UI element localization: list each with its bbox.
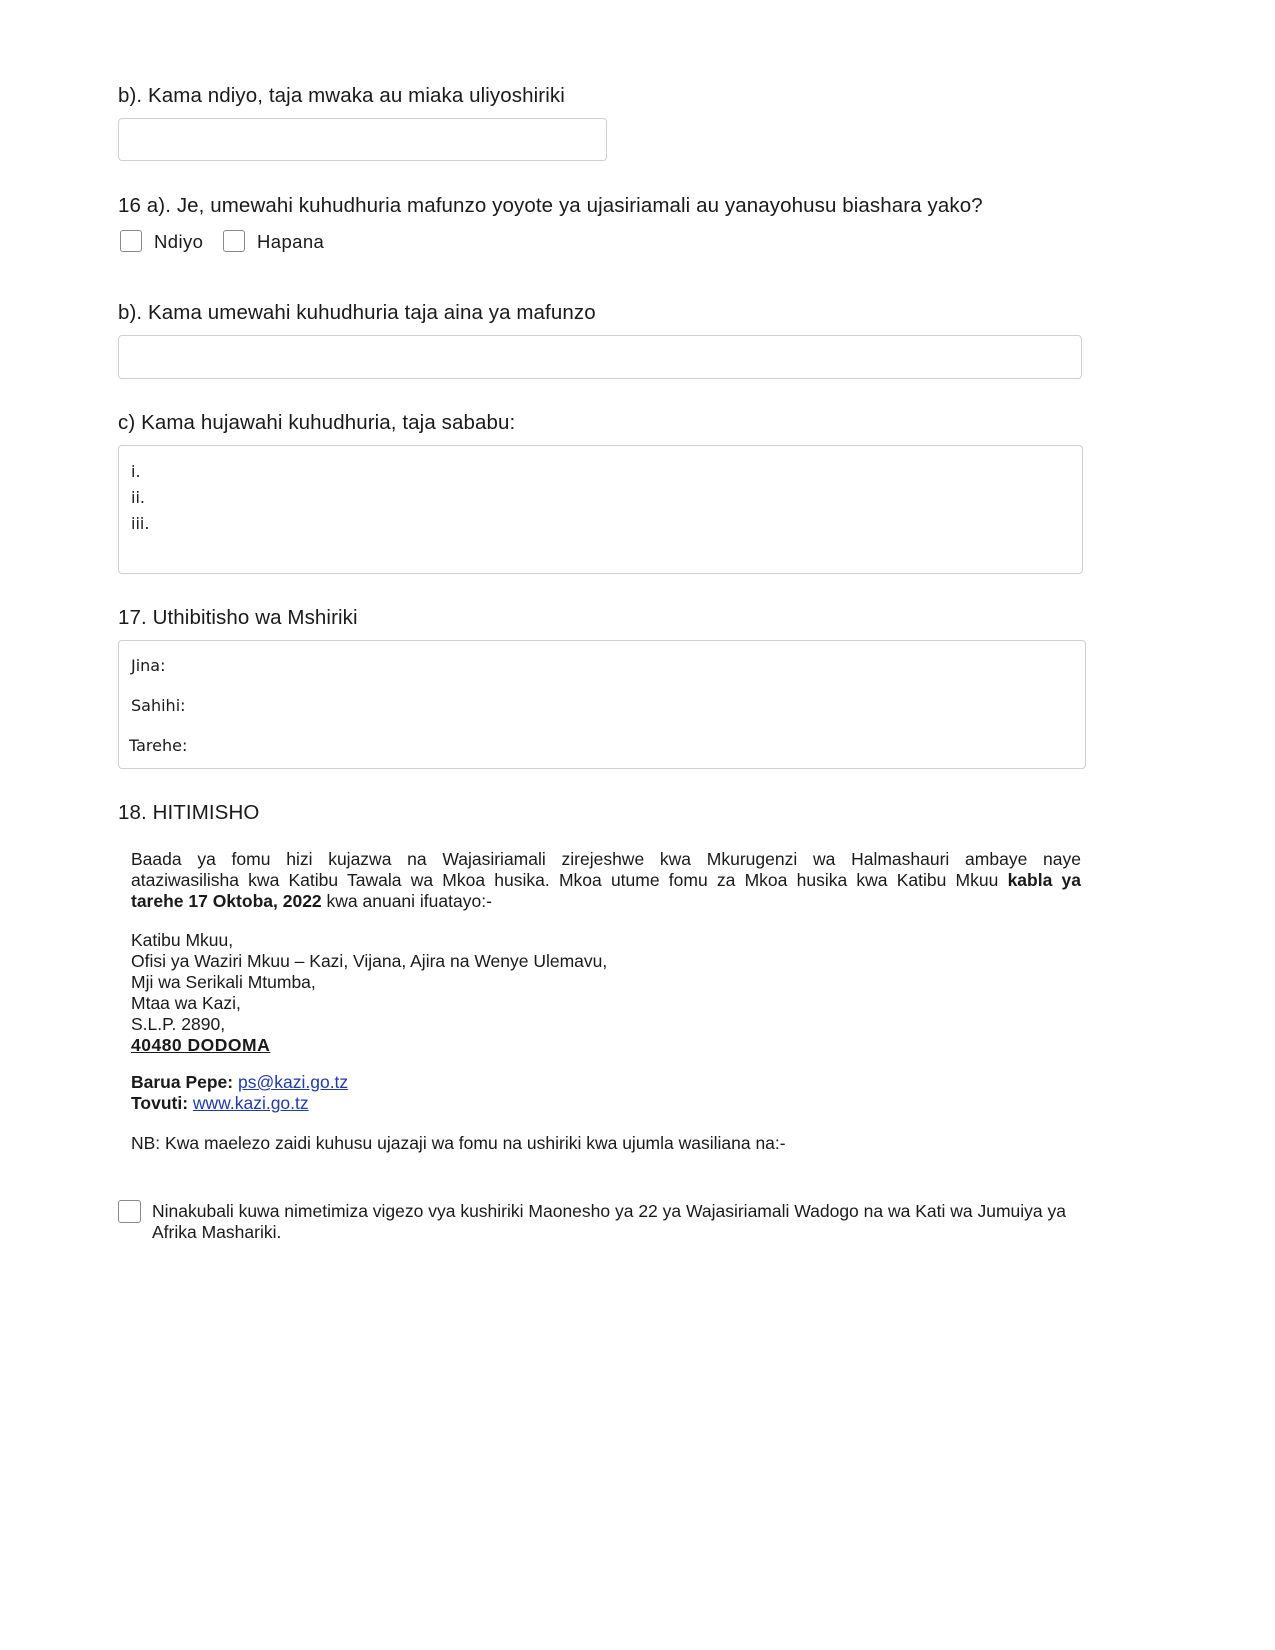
agreement-line-1: Ninakubali kuwa nimetimiza vigezo vya kushiriki Maonesho ya 22 ya Wajasiriamali Wadogo na wa Kati wa Jumuiya ya	[152, 1201, 1066, 1221]
reasons-textarea[interactable]	[118, 445, 1083, 574]
question-16a-label: 16 a). Je, umewahi kuhudhuria mafunzo yoyote ya ujasiriamali au yanayohusu biashara yako?	[118, 194, 983, 217]
reason-line-2: ii.	[131, 488, 145, 507]
name-line: Jina:	[131, 656, 166, 675]
address-line-2: Ofisi ya Waziri Mkuu – Kazi, Vijana, Ajira na Wenye Ulemavu,	[131, 951, 608, 971]
question-17-label: 17. Uthibitisho wa Mshiriki	[118, 606, 358, 629]
email-row	[131, 1072, 348, 1093]
participant-verification-box[interactable]	[118, 640, 1086, 769]
option-hapana-label: Hapana	[257, 231, 325, 252]
question-15b-label: b). Kama ndiyo, taja mwaka au miaka uliyoshiriki	[118, 84, 565, 107]
years-participated-input[interactable]	[118, 118, 607, 161]
agreement-line-2: Afrika Mashariki.	[152, 1222, 282, 1242]
website-row	[131, 1093, 348, 1114]
conclusion-line-1: Baada ya fomu hizi kujazwa na Wajasiriamali zirejeshwe kwa Mkurugenzi wa Halmashauri ambaye naye	[131, 849, 1081, 869]
conclusion-line-3	[131, 891, 1081, 912]
email-link[interactable]: ps@kazi.go.tz	[238, 1072, 349, 1092]
address-line-1: Katibu Mkuu,	[131, 930, 234, 950]
conclusion-paragraph	[131, 849, 1081, 912]
date-line: Tarehe:	[129, 736, 188, 755]
deadline-bold-2: tarehe 17 Oktoba, 2022	[131, 891, 322, 911]
reason-line-1: i.	[131, 462, 141, 481]
note-text: NB: Kwa maelezo zaidi kuhusu ujazaji wa fomu na ushiriki kwa ujumla wasiliana na:-	[131, 1133, 786, 1153]
address-line-3: Mji wa Serikali Mtumba,	[131, 972, 316, 992]
signature-line: Sahihi:	[131, 696, 186, 715]
address-block	[131, 930, 1081, 1056]
email-label: Barua Pepe:	[131, 1072, 234, 1092]
website-label: Tovuti:	[131, 1093, 189, 1113]
question-16c-label: c) Kama hujawahi kuhudhuria, taja sababu:	[118, 411, 516, 434]
agreement-text	[152, 1201, 1097, 1243]
conclusion-line-3-text: kwa anuani ifuatayo:-	[321, 891, 492, 911]
address-line-4: Mtaa wa Kazi,	[131, 993, 241, 1013]
address-city: 40480 DODOMA	[131, 1035, 271, 1055]
section-18-heading: 18. HITIMISHO	[118, 801, 260, 824]
option-ndiyo-label: Ndiyo	[154, 231, 204, 252]
option-ndiyo-checkbox[interactable]	[120, 230, 142, 252]
website-link[interactable]: www.kazi.go.tz	[192, 1093, 309, 1113]
question-16b-label: b). Kama umewahi kuhudhuria taja aina ya mafunzo	[118, 301, 596, 324]
conclusion-line-2-text: ataziwasilisha kwa Katibu Tawala wa Mkoa husika. Mkoa utume fomu za Mkoa husika kwa Katibu Mkuu	[131, 870, 999, 890]
training-type-input[interactable]	[118, 335, 1082, 379]
agreement-checkbox[interactable]	[118, 1200, 141, 1223]
contact-block	[131, 1072, 348, 1114]
deadline-bold-1: kabla ya	[1007, 870, 1082, 890]
conclusion-line-2	[131, 870, 1081, 891]
reason-line-3: iii.	[131, 514, 150, 533]
address-line-5: S.L.P. 2890,	[131, 1014, 226, 1034]
option-hapana-checkbox[interactable]	[223, 230, 245, 252]
